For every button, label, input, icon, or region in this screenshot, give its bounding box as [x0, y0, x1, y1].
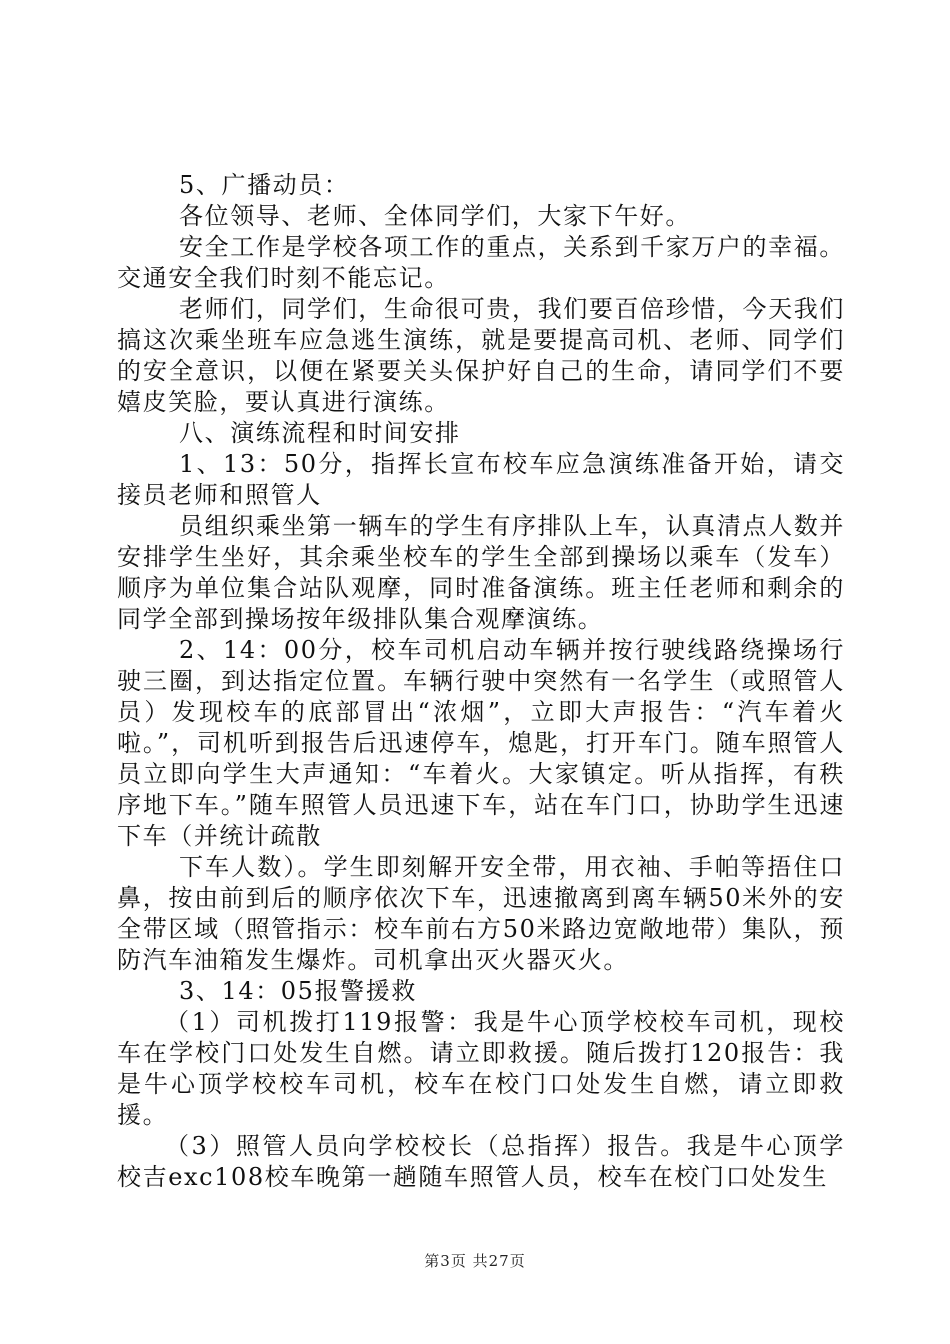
paragraph: 员组织乘坐第一辆车的学生有序排队上车，认真清点人数并安排学生坐好，其余乘坐校车的学生全部到操场以乘车（发车）顺序为单位集合站队观摩，同时准备演练。班主任老师和剩余的同学全部到操场按年级排队集合观摩演练。 — [117, 512, 845, 633]
paragraph: 2、14：00分，校车司机启动车辆并按行驶线路绕操场行驶三圈，到达指定位置。车辆行驶中突然有一名学生（或照管人员）发现校车的底部冒出“浓烟”，立即大声报告：“汽车着火啦。”，司机听到报告后迅速停车，熄匙，打开车门。随车照管人员立即向学生大声通知：“车着火。大家镇定。听从指挥，有秩序地下车。”随车照管人员迅速下车，站在车门口，协助学生迅速下车（并统计疏散 — [117, 636, 845, 850]
paragraph: 老师们，同学们，生命很可贵，我们要百倍珍惜，今天我们搞这次乘坐班车应急逃生演练，就是要提高司机、老师、同学们的安全意识，以便在紧要关头保护好自己的生命，请同学们不要嬉皮笑脸，要认真进行演练。 — [117, 295, 845, 416]
paragraph: 各位领导、老师、全体同学们，大家下午好。 — [179, 202, 691, 230]
paragraph: 下车人数）。学生即刻解开安全带，用衣袖、手帕等捂住口鼻，按由前到后的顺序依次下车，迅速撤离到离车辆50米外的安全带区域（照管指示：校车前右方50米路边宽敞地带）集队，预防汽车油箱发生爆炸。司机拿出灭火器灭火。 — [117, 853, 845, 974]
paragraph: 安全工作是学校各项工作的重点，关系到千家万户的幸福。交通安全我们时刻不能忘记。 — [117, 233, 845, 292]
paragraph: 八、演练流程和时间安排 — [179, 419, 461, 447]
paragraph: （1）司机拨打119报警：我是牛心顶学校校车司机，现校车在学校门口处发生自燃。请立即救援。随后拨打120报告：我是牛心顶学校校车司机，校车在校门口处发生自燃，请立即救援。 — [117, 1008, 845, 1129]
paragraph: （3）照管人员向学校校长（总指挥）报告。我是牛心顶学校吉exc108校车晚第一趟随车照管人员，校车在校门口处发生 — [117, 1132, 845, 1191]
paragraph: 5、广播动员： — [179, 171, 350, 199]
paragraph: 3、14：05报警援救 — [179, 977, 417, 1005]
document-body — [117, 170, 845, 1193]
page-footer: 第3页 共27页 — [424, 1252, 526, 1270]
paragraph: 1、13：50分，指挥长宣布校车应急演练准备开始，请交接员老师和照管人 — [117, 450, 845, 509]
